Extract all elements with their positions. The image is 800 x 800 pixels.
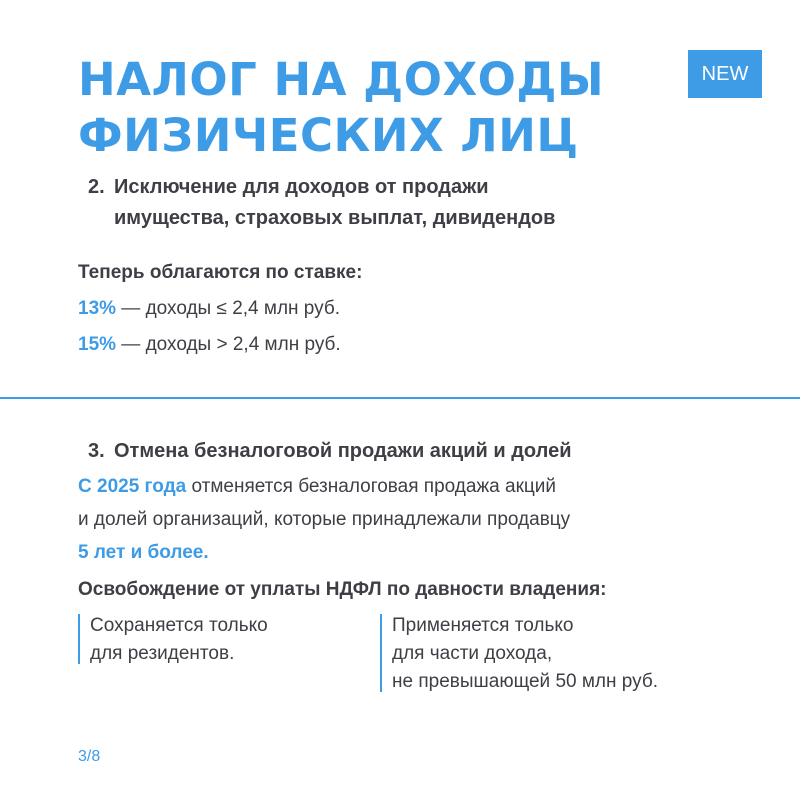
section-3-number: 3.	[88, 440, 105, 462]
highlight-year: С 2025 года	[78, 476, 187, 497]
highlight-duration: 5 лет и более.	[78, 542, 209, 563]
exemption-heading: Освобождение от уплаты НДФЛ по давности владения:	[78, 579, 607, 600]
body-text-1: отменяется безналоговая продажа акций	[186, 476, 556, 497]
section-2-heading-line-1: Исключение для доходов от продажи	[114, 176, 489, 198]
section-divider	[0, 397, 800, 399]
rate-text: — доходы ≤ 2,4 млн руб.	[116, 298, 341, 319]
section-2-number: 2.	[88, 176, 105, 198]
column-line: Применяется только	[392, 615, 574, 636]
rate-text: — доходы > 2,4 млн руб.	[116, 334, 341, 355]
rate-lead: Теперь облагаются по ставке:	[78, 262, 363, 283]
section-3-body	[78, 470, 738, 569]
column-line: не превышающей 50 млн руб.	[392, 671, 659, 692]
rate-row	[78, 331, 341, 359]
section-2-heading	[88, 172, 648, 234]
rate-row	[78, 295, 340, 323]
title-line-1: НАЛОГ НА ДОХОДЫ	[78, 53, 605, 106]
exemption-column-limit	[380, 612, 760, 696]
title-line-2: ФИЗИЧЕСКИХ ЛИЦ	[78, 109, 579, 162]
page-title	[78, 52, 658, 164]
section-3-heading	[88, 436, 708, 467]
exemption-column-residents	[78, 612, 358, 668]
column-line: Сохраняется только	[90, 615, 268, 636]
section-2-heading-line-2: имущества, страховых выплат, дивидендов	[114, 207, 556, 229]
new-badge: NEW	[688, 50, 762, 98]
rate-percent: 15%	[78, 334, 117, 355]
column-line: для части дохода,	[392, 643, 553, 664]
page-number: 3/8	[78, 748, 101, 765]
rate-percent: 13%	[78, 298, 117, 319]
body-text-2: и долей организаций, которые принадлежали продавцу	[78, 509, 571, 530]
section-3-heading-text: Отмена безналоговой продажи акций и долей	[114, 440, 572, 462]
column-line: для резидентов.	[90, 643, 235, 664]
